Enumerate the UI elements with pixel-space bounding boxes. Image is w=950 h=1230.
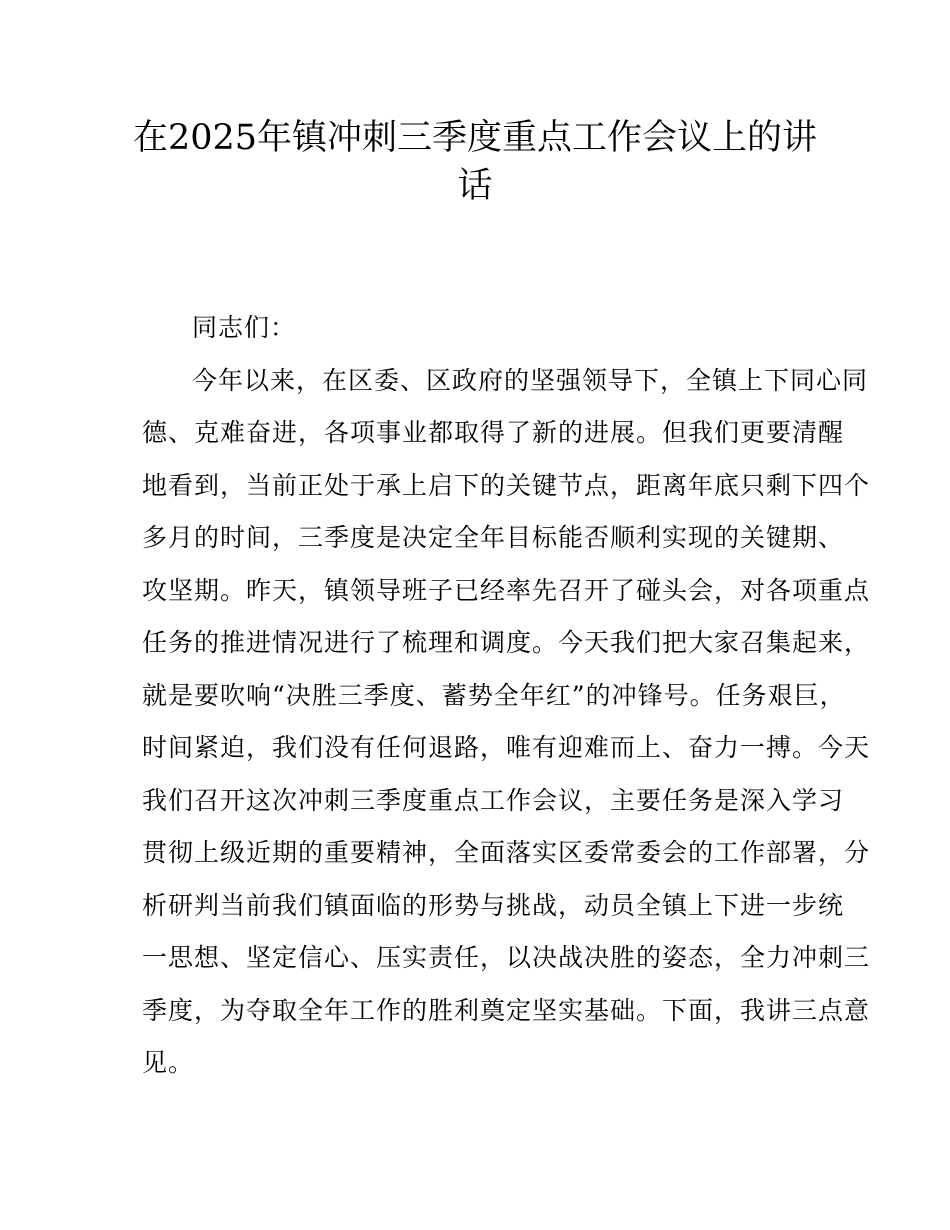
paragraph-line: 贯彻上级近期的重要精神，全面落实区委常委会的工作部署，分 xyxy=(142,838,871,867)
paragraph-line: 析研判当前我们镇面临的形势与挑战，动员全镇上下进一步统 xyxy=(142,890,845,920)
paragraph-line: 德、克难奋进，各项事业都取得了新的进展。但我们更要清醒 xyxy=(142,418,845,447)
title-line: 在2025年镇冲刺三季度重点工作会议上的讲 xyxy=(132,118,818,158)
paragraph-line: 攻坚期。昨天，镇领导班子已经率先召开了碰头会，对各项重点 xyxy=(142,575,871,605)
title-line: 话 xyxy=(457,166,493,206)
paragraph-line: 一思想、坚定信心、压实责任，以决战决胜的姿态，全力冲刺三 xyxy=(142,943,871,972)
paragraph-line: 多月的时间，三季度是决定全年目标能否顺利实现的关键期、 xyxy=(142,523,845,552)
paragraph-line: 今年以来，在区委、区政府的坚强领导下，全镇上下同心同 xyxy=(192,365,869,395)
paragraph-line: 任务的推进情况进行了梳理和调度。今天我们把大家召集起来， xyxy=(142,628,871,657)
greeting: 同志们： xyxy=(192,313,297,342)
paragraph-line: 见。 xyxy=(142,1048,195,1077)
paragraph-line: 时间紧迫，我们没有任何退路，唯有迎难而上、奋力一搏。今天 xyxy=(142,733,871,762)
paragraph-line: 我们召开这次冲刺三季度重点工作会议，主要任务是深入学习 xyxy=(142,785,845,815)
document-body xyxy=(142,302,871,1090)
paragraph-line: 地看到，当前正处于承上启下的关键节点，距离年底只剩下四个 xyxy=(142,470,871,500)
paragraph-line: 就是要吹响“决胜三季度、蓄势全年红”的冲锋号。任务艰巨， xyxy=(142,680,846,710)
document-title xyxy=(120,114,830,210)
paragraph-line: 季度，为夺取全年工作的胜利奠定坚实基础。下面，我讲三点意 xyxy=(142,995,871,1025)
